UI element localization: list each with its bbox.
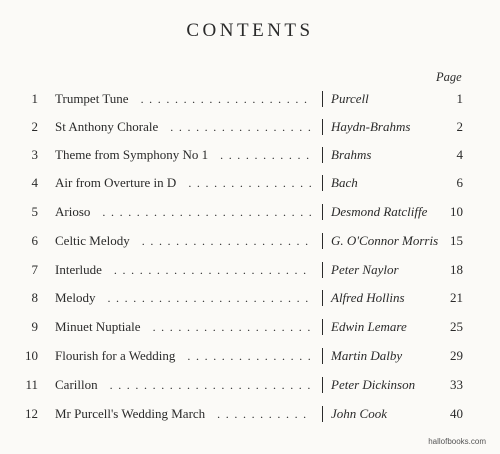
entry-page-number: 1 xyxy=(456,91,463,106)
entry-number: 9 xyxy=(31,319,38,334)
page-title: CONTENTS xyxy=(186,20,314,41)
entry-title: Arioso xyxy=(55,204,91,219)
entry-number: 2 xyxy=(31,119,38,134)
contents-entry xyxy=(0,318,500,336)
dot-leader: ............... xyxy=(187,349,317,363)
entry-composer: Peter Dickinson xyxy=(331,377,416,392)
dot-leader: ............... xyxy=(188,176,318,190)
entry-number: 11 xyxy=(25,377,38,392)
dot-leader: ......................... xyxy=(102,205,318,219)
entry-page-number: 2 xyxy=(456,119,463,134)
column-separator xyxy=(322,204,323,220)
dot-leader: .................... xyxy=(140,92,313,106)
column-separator xyxy=(322,348,323,364)
column-separator xyxy=(322,290,323,306)
entry-page-number: 33 xyxy=(450,377,463,392)
entry-page-number: 6 xyxy=(456,175,463,190)
page-column-header: Page xyxy=(436,70,462,84)
entry-page-number: 40 xyxy=(450,406,463,421)
entry-title: St Anthony Chorale xyxy=(55,119,159,134)
column-separator xyxy=(322,377,323,393)
column-separator xyxy=(322,233,323,249)
entry-title: Flourish for a Wedding xyxy=(55,348,176,363)
contents-entry xyxy=(0,347,500,365)
entry-title: Melody xyxy=(55,290,96,305)
watermark: hallofbooks.com xyxy=(428,437,486,446)
entry-composer: G. O'Connor Morris xyxy=(331,233,439,248)
entry-title: Theme from Symphony No 1 xyxy=(55,147,209,162)
entry-title: Carillon xyxy=(55,377,98,392)
entry-composer: Brahms xyxy=(331,147,372,162)
contents-entry xyxy=(0,261,500,279)
column-separator xyxy=(322,319,323,335)
dot-leader: ........... xyxy=(217,407,312,421)
entry-page-number: 25 xyxy=(450,319,463,334)
dot-leader: ................... xyxy=(152,320,316,334)
entry-page-number: 10 xyxy=(450,204,463,219)
entry-title: Air from Overture in D xyxy=(55,175,177,190)
dot-leader: ....................... xyxy=(113,263,312,277)
entry-number: 12 xyxy=(25,406,38,421)
entry-title: Celtic Melody xyxy=(55,233,130,248)
entry-title: Trumpet Tune xyxy=(55,91,129,106)
column-separator xyxy=(322,147,323,163)
entry-composer: Martin Dalby xyxy=(331,348,403,363)
entry-title: Interlude xyxy=(55,262,102,277)
entry-composer: Bach xyxy=(331,175,358,190)
contents-entry xyxy=(0,232,500,250)
contents-entry xyxy=(0,118,500,136)
entry-composer: Peter Naylor xyxy=(331,262,399,277)
column-separator xyxy=(322,262,323,278)
entry-composer: Purcell xyxy=(331,91,369,106)
column-separator xyxy=(322,175,323,191)
entry-number: 3 xyxy=(31,147,38,162)
entry-number: 4 xyxy=(31,175,38,190)
entry-number: 10 xyxy=(25,348,38,363)
entry-page-number: 21 xyxy=(450,290,463,305)
entry-composer: Haydn-Brahms xyxy=(331,119,411,134)
entry-title: Mr Purcell's Wedding March xyxy=(55,406,206,421)
entry-number: 6 xyxy=(31,233,38,248)
dot-leader: ................. xyxy=(170,120,317,134)
entry-page-number: 29 xyxy=(450,348,463,363)
dot-leader: .................... xyxy=(141,234,314,248)
column-separator xyxy=(322,91,323,107)
dot-leader: ........................ xyxy=(109,378,317,392)
entry-number: 8 xyxy=(31,290,38,305)
entry-number: 1 xyxy=(31,91,38,106)
contents-entry xyxy=(0,405,500,423)
contents-entry xyxy=(0,289,500,307)
dot-leader: ........................ xyxy=(107,291,314,305)
entry-page-number: 15 xyxy=(450,233,463,248)
entry-composer: Edwin Lemare xyxy=(331,319,407,334)
contents-entry xyxy=(0,174,500,192)
contents-entry xyxy=(0,203,500,221)
contents-entry xyxy=(0,90,500,108)
entry-composer: John Cook xyxy=(331,406,387,421)
contents-entry xyxy=(0,146,500,164)
dot-leader: ........... xyxy=(220,148,315,162)
column-separator xyxy=(322,406,323,422)
entry-number: 5 xyxy=(31,204,38,219)
entry-page-number: 18 xyxy=(450,262,463,277)
column-separator xyxy=(322,119,323,135)
entry-page-number: 4 xyxy=(456,147,463,162)
entry-title: Minuet Nuptiale xyxy=(55,319,141,334)
entry-number: 7 xyxy=(31,262,38,277)
contents-entry xyxy=(0,376,500,394)
entry-composer: Alfred Hollins xyxy=(331,290,405,305)
entry-composer: Desmond Ratcliffe xyxy=(331,204,428,219)
